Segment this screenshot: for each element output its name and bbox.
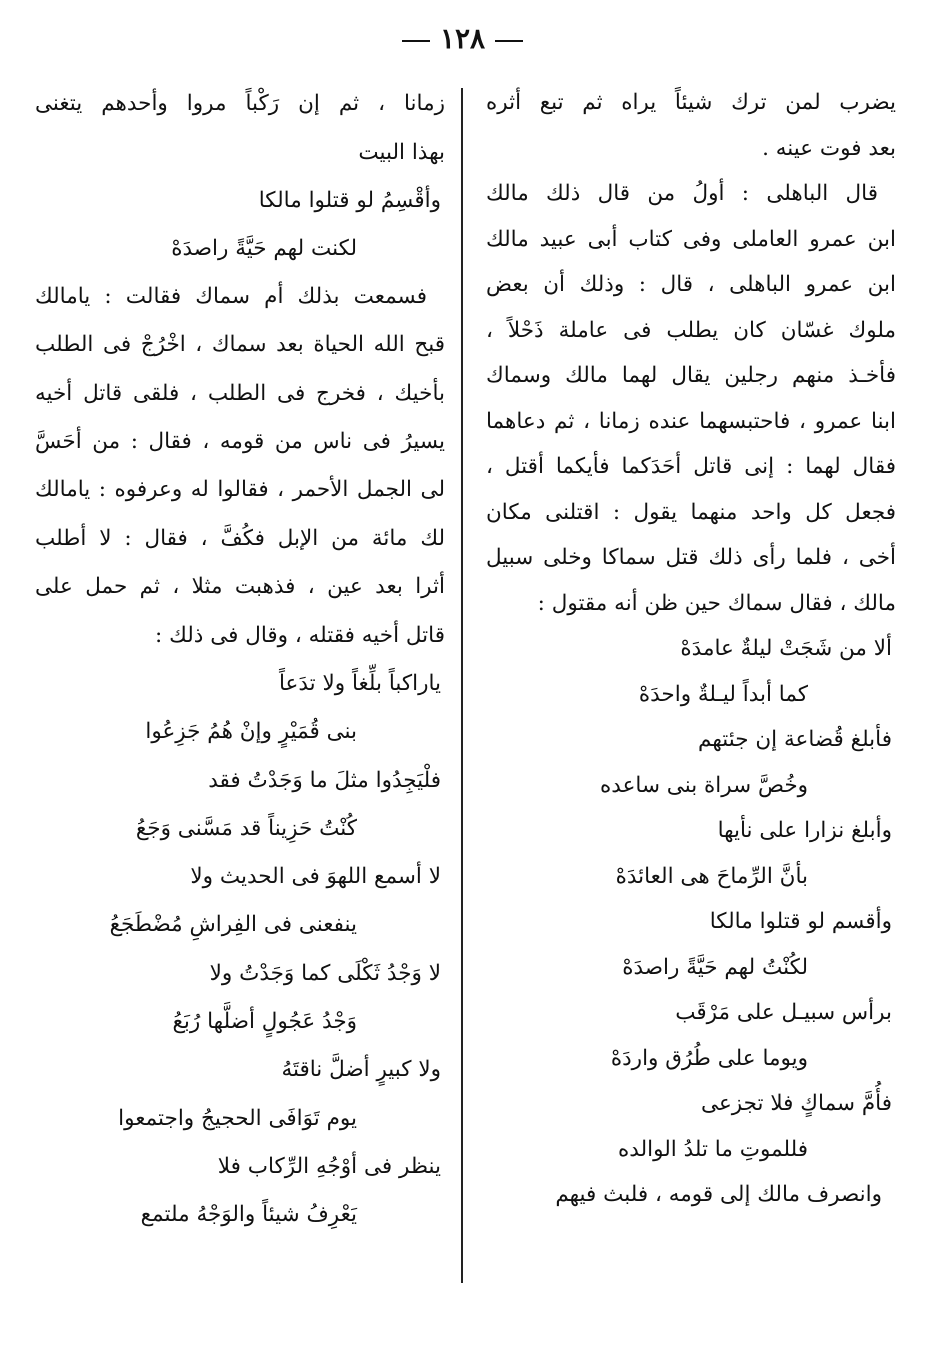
text-line: فأخـذ منهم رجلين يقال لهما مالك وسماك	[486, 363, 896, 388]
text-line: فسمعت بذلك أم سماك فقالت : يامالك	[35, 284, 427, 310]
verse-line: ينفعنى فى الفِراشِ مُضْطَجَعُ	[109, 912, 357, 938]
page-number	[0, 22, 925, 55]
verse-line: فلْيَجِدُوا مثلَ ما وَجَدْتُ فقد	[208, 767, 441, 793]
verse-line: يَعْرِفُ شيئاً والوَجْهُ ملتمع	[140, 1202, 357, 1228]
left-column	[35, 80, 445, 1239]
verse-line: ألا من شَجَتْ ليلةٌ عامدَهْ	[680, 636, 892, 661]
verse-line: لا أسمع اللهوَ فى الحديث ولا	[190, 864, 441, 890]
verse-line: برأس سبيـل على مَرْقَب	[675, 1000, 892, 1025]
page-number-text: ١٢٨	[439, 22, 486, 55]
column-divider	[461, 88, 463, 1283]
dash-right	[495, 40, 523, 42]
verse-line: وَجْدُ عَجُولٍ أضلَّها رُبَعُ	[172, 1009, 357, 1035]
text-line: بهذا البيت	[358, 139, 445, 165]
verse-line: وأقسم لو قتلوا مالكا	[709, 909, 892, 934]
verse-line: لا وَجْدُ ثَكْلَى كما وَجَدْتُ ولا	[209, 960, 441, 986]
text-line: قاتل أخيه فقتله ، وقال فى ذلك :	[155, 622, 445, 648]
verse-line: لكنت لهم حَيَّةً راصدَهْ	[171, 236, 357, 262]
verse-line: ويوما على طُرُق واردَهْ	[610, 1045, 808, 1071]
verse-line: ينظر فى أوْجُهِ الرِّكاب فلا	[217, 1153, 441, 1179]
verse-line: ولا كبيرٍ أضلَّ ناقتَهُ	[281, 1057, 441, 1083]
text-line: أخى ، فلما رأى ذلك قتل سماكا وخلى سبيل	[486, 545, 896, 570]
verse-line: وأبلغ نزارا على نأيها	[717, 818, 892, 843]
text-line: بأخيك ، فخرج فى الطلب ، فلقى قاتل أخيه	[35, 380, 445, 406]
text-line: ابنا عمرو ، فاحتبسهما عنده زمانا ، ثم دعاهما	[486, 408, 896, 434]
text-line: مالك ، فقال سماك حين ظن أنه مقتول :	[537, 590, 896, 616]
dash-left	[402, 40, 430, 42]
text-line: لى الجمل الأحمر ، فقالوا له وعرفوه : يامالك	[35, 477, 445, 503]
right-column	[486, 80, 896, 1218]
verse-line: يوم تَوَافَى الحجيجُ واجتمعوا	[118, 1105, 357, 1131]
text-line: لك مائة من الإبل فكُفَّ ، فقال : لا أطلب	[35, 525, 445, 551]
verse-line: ياراكباً بلِّغاً ولا تدَعاً	[279, 670, 441, 696]
text-line: بعد فوت عينه .	[762, 135, 896, 161]
text-line: ابن عمرو العاملى وفى كتاب أبى عبيد مالك	[486, 226, 896, 252]
verse-line: كما أبداً ليـلةٌ واحدَهْ	[638, 681, 808, 707]
text-line: ابن عمرو الباهلى ، قال : وذلك أن بعض	[486, 272, 896, 297]
verse-line: فأبلغ قُضاعة إن جئتهم	[698, 727, 892, 752]
text-line: أثرا بعد عين ، فذهبت مثلا ، ثم حمل على	[35, 573, 445, 599]
text-line: ملوك غسّان كان يطلب فى عاملة ذَحْلاً ،	[486, 317, 896, 343]
verse-line: وأقْسِمُ لو قتلوا مالكا	[258, 187, 441, 213]
text-line: قبح الله الحياة بعد سماك ، اخْرُجْ فى الطلب	[35, 332, 445, 358]
text-line: يضرب لمن ترك شيئاً يراه ثم تبع أثره	[486, 90, 896, 115]
verse-line: وخُصَّ سراة بنى ساعده	[600, 772, 808, 798]
text-line: فقال لهما : إنى قاتل أحَدَكما فأيكما أقتل ،	[486, 454, 896, 479]
verse-line: فأُمَّ سماكٍ فلا تجزعى	[701, 1091, 892, 1116]
text-line: يسيرُ فى ناس من قومه ، فقال : من أحَسَّ	[35, 429, 445, 455]
text-line: زمانا ، ثم إن رَكْباً مروا وأحدهم يتغنى	[35, 91, 445, 116]
text-line: قال الباهلى : أولُ من قال ذلك مالك	[486, 181, 878, 206]
verse-line: بنى قُمَيْرٍ وإنْ هُمُ جَزِعُوا	[145, 719, 357, 745]
text-line: فجعل كل واحد منهما يقول : اقتلنى مكان	[486, 499, 896, 525]
text-line: وانصرف مالك إلى قومه ، فلبث فيهم	[555, 1182, 882, 1207]
verse-line: لكُنْتُ لهم حَيَّةً راصدَهْ	[622, 954, 808, 980]
verse-line: فللموتِ ما تلدُ الوالده	[618, 1136, 808, 1162]
verse-line: كُنْتُ حَزِيناً قد مَسَّنى وَجَعُ	[135, 815, 357, 841]
verse-line: بأنَّ الرِّماحَ هى العائدَهْ	[615, 863, 808, 889]
